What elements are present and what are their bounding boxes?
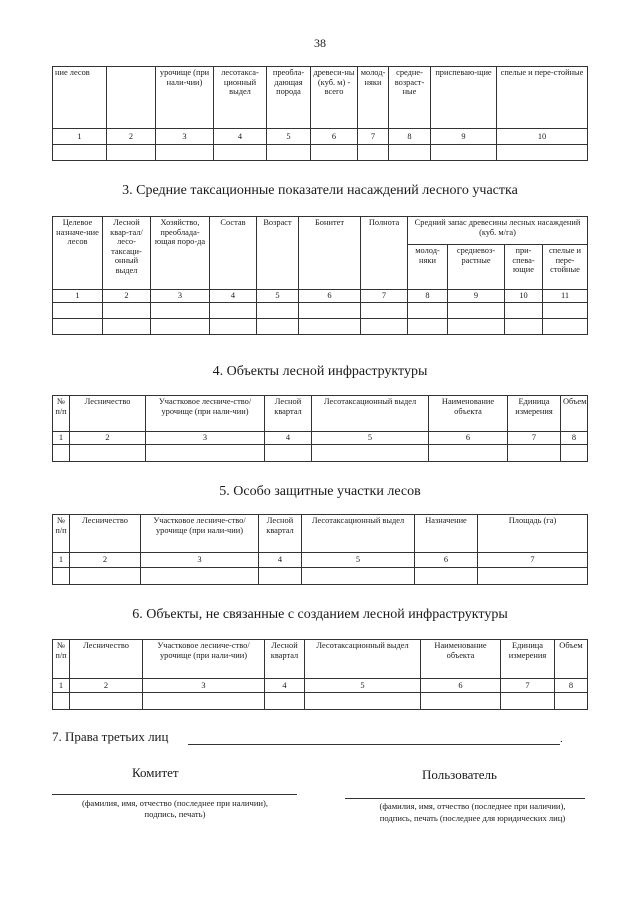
t5-number-cell: 5: [302, 553, 415, 568]
page-number: 38: [314, 36, 326, 50]
t2-header-cell: древеси-ны (куб. м) - всего: [311, 67, 358, 129]
t3-number-cell: 5: [257, 290, 299, 303]
t4-header-cell: Лесной квартал: [265, 396, 312, 432]
t3-sub-header: средневоз-растные: [448, 245, 505, 290]
t2-header-cell: лесотакса-ционный выдел: [214, 67, 267, 129]
t2-number-cell: 8: [389, 129, 431, 145]
t4-header-cell: Единица измерения: [508, 396, 561, 432]
table-5: [52, 514, 588, 585]
t4-number-cell: 7: [508, 432, 561, 445]
t2-header-cell: молод-няки: [358, 67, 389, 129]
table-4: [52, 395, 588, 462]
t5-header-cell: Назначение: [415, 515, 478, 553]
t3-header-cell: Возраст: [257, 217, 299, 290]
t6-number-cell: 5: [305, 679, 421, 693]
t4-header-cell: Участковое лесниче-ство/урочище (при нали-чии): [146, 396, 265, 432]
t5-header-cell: Лесной квартал: [259, 515, 302, 553]
table-row: [53, 693, 588, 710]
t4-number-cell: 4: [265, 432, 312, 445]
table-row: [53, 145, 588, 161]
t6-number-cell: 8: [555, 679, 588, 693]
t2-number-cell: 4: [214, 129, 267, 145]
t6-number-cell: 4: [265, 679, 305, 693]
t4-number-cell: 3: [146, 432, 265, 445]
section-7-end: .: [560, 733, 563, 745]
t4-header-cell: Лесотаксационный выдел: [312, 396, 429, 432]
t2-header-cell: спелые и пере-стойные: [497, 67, 588, 129]
table-2-continuation: [52, 66, 588, 161]
table-row: [53, 319, 588, 335]
t5-number-cell: 6: [415, 553, 478, 568]
t2-header-cell: урочище (при нали-чии): [156, 67, 214, 129]
t6-number-cell: 7: [501, 679, 555, 693]
t4-number-cell: 5: [312, 432, 429, 445]
t3-header-cell: Состав: [210, 217, 257, 290]
t2-header-cell: ние лесов: [53, 67, 107, 129]
t3-number-cell: 11: [543, 290, 588, 303]
table-3: [52, 216, 588, 335]
t6-header-cell: Лесной квартал: [265, 640, 305, 679]
t3-number-cell: 9: [448, 290, 505, 303]
t5-number-cell: 3: [141, 553, 259, 568]
table-row: [53, 303, 588, 319]
t3-header-cell: Лесной квар-тал/лесо-таксаци-онный выдел: [103, 217, 151, 290]
t5-number-cell: 4: [259, 553, 302, 568]
t3-number-cell: 4: [210, 290, 257, 303]
user-signature-note-1: (фамилия, имя, отчество (последнее при наличии),: [379, 801, 566, 811]
t6-number-cell: 3: [143, 679, 265, 693]
t6-number-cell: 1: [53, 679, 70, 693]
t2-number-cell: 2: [107, 129, 156, 145]
committee-signature-note-1: (фамилия, имя, отчество (последнее при наличии),: [81, 798, 269, 808]
t5-number-cell: 7: [478, 553, 588, 568]
t3-number-cell: 10: [505, 290, 543, 303]
table-row: [53, 445, 588, 462]
t6-number-cell: 2: [70, 679, 143, 693]
t4-number-cell: 8: [561, 432, 588, 445]
section-6-title: 6. Объекты, не связанные с созданием лесной инфраструктуры: [132, 607, 508, 622]
table-row: [53, 568, 588, 585]
user-signature-line[interactable]: [345, 798, 585, 799]
t2-header-cell: средне-возраст-ные: [389, 67, 431, 129]
t4-number-cell: 1: [53, 432, 70, 445]
committee-signature-line[interactable]: [52, 794, 297, 795]
t6-header-cell: Лесотаксационный выдел: [305, 640, 421, 679]
t3-group-header: Средний запас древесины лесных насаждений (куб. м/га): [408, 217, 588, 245]
t3-sub-header: молод-няки: [408, 245, 448, 290]
user-signature-note-2: подпись, печать (последнее для юридических лиц): [379, 813, 566, 823]
section-4-title: 4. Объекты лесной инфраструктуры: [212, 364, 428, 379]
t4-number-cell: 6: [429, 432, 508, 445]
t2-number-cell: 9: [431, 129, 497, 145]
t2-header-cell: преобла-дающая порода: [267, 67, 311, 129]
t6-header-cell: № п/п: [53, 640, 70, 679]
t6-header-cell: Участковое лесниче-ство/урочище (при нали-чии): [143, 640, 265, 679]
t5-header-cell: Площадь (га): [478, 515, 588, 553]
t6-header-cell: Объем: [555, 640, 588, 679]
t5-number-cell: 2: [70, 553, 141, 568]
t5-header-cell: № п/п: [53, 515, 70, 553]
t3-sub-header: при-спева-ющие: [505, 245, 543, 290]
t4-header-cell: Наименование объекта: [429, 396, 508, 432]
t2-number-cell: 1: [53, 129, 107, 145]
t3-number-cell: 1: [53, 290, 103, 303]
t5-header-cell: Лесотаксационный выдел: [302, 515, 415, 553]
t6-header-cell: Наименование объекта: [421, 640, 501, 679]
t6-header-cell: Единица измерения: [501, 640, 555, 679]
t2-number-cell: 3: [156, 129, 214, 145]
t5-number-cell: 1: [53, 553, 70, 568]
t3-header-cell: Бонитет: [299, 217, 361, 290]
t3-number-cell: 3: [151, 290, 210, 303]
t3-sub-header: спелые и пере-стойные: [543, 245, 588, 290]
third-party-rights-field[interactable]: [188, 744, 560, 745]
t2-header-cell: приспеваю-щие: [431, 67, 497, 129]
t3-header-cell: Хозяйство, преоблада-ющая поро-да: [151, 217, 210, 290]
t4-header-cell: Лесничество: [70, 396, 146, 432]
committee-title: Комитет: [132, 765, 179, 780]
t2-header-cell: [107, 67, 156, 129]
committee-signature-note-2: подпись, печать): [144, 809, 206, 819]
t3-number-cell: 6: [299, 290, 361, 303]
t5-header-cell: Участковое лесниче-ство/урочище (при нали-чии): [141, 515, 259, 553]
section-5-title: 5. Особо защитные участки лесов: [219, 484, 421, 499]
t5-header-cell: Лесничество: [70, 515, 141, 553]
table-6: [52, 639, 588, 710]
t3-number-cell: 2: [103, 290, 151, 303]
t2-number-cell: 5: [267, 129, 311, 145]
t6-number-cell: 6: [421, 679, 501, 693]
t2-number-cell: 6: [311, 129, 358, 145]
t4-header-cell: № п/п: [53, 396, 70, 432]
t4-number-cell: 2: [70, 432, 146, 445]
t3-header-cell: Полнота: [361, 217, 408, 290]
t2-number-cell: 10: [497, 129, 588, 145]
t3-number-cell: 7: [361, 290, 408, 303]
t2-number-cell: 7: [358, 129, 389, 145]
t3-number-cell: 8: [408, 290, 448, 303]
t4-header-cell: Объем: [561, 396, 588, 432]
t3-header-cell: Целевое назначе-ние лесов: [53, 217, 103, 290]
user-title: Пользователь: [422, 767, 497, 782]
section-3-title: 3. Средние таксационные показатели насаждений лесного участка: [122, 183, 518, 198]
t6-header-cell: Лесничество: [70, 640, 143, 679]
section-7-label: 7. Права третьих лиц: [52, 729, 169, 744]
